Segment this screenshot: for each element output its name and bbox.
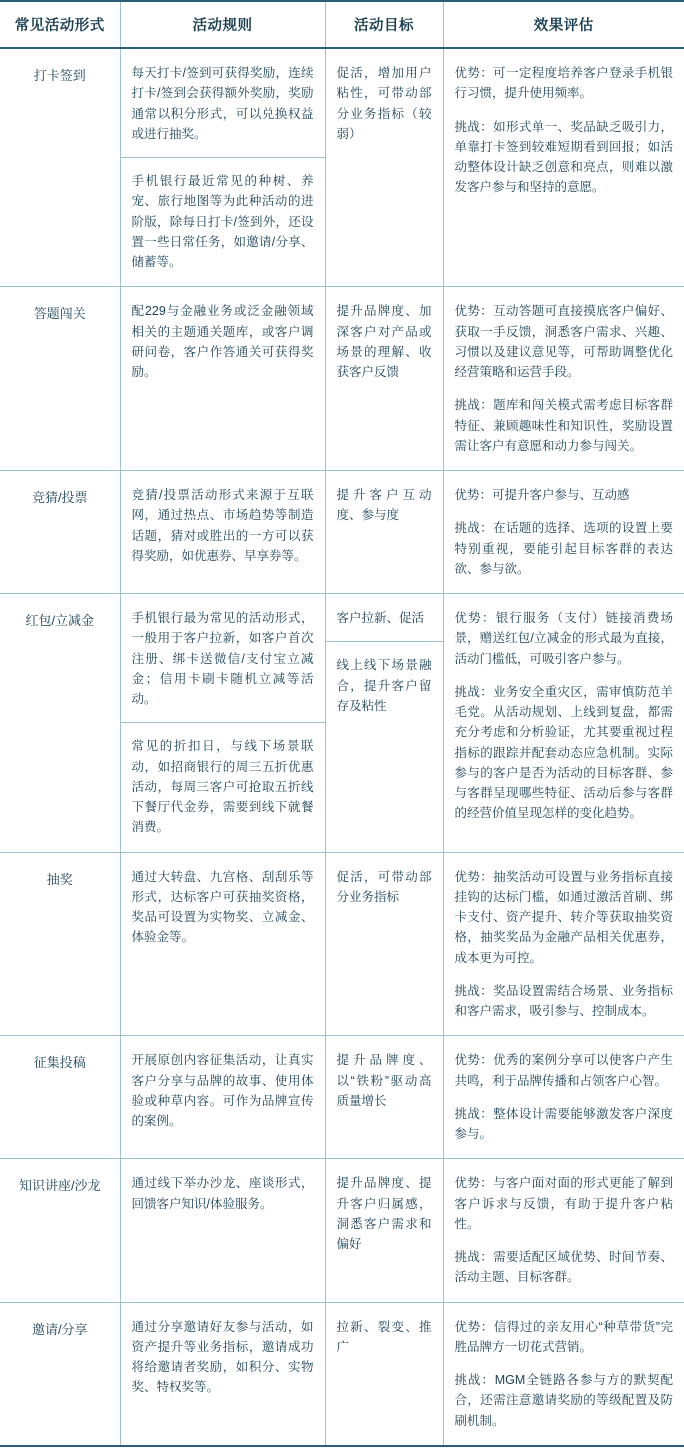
paragraph: 常见的折扣日，与线下场景联动，如招商银行的周三五折优惠活动，每周三客户可抢取五折线下餐厅代金券，需要到线下就餐消费。 bbox=[131, 739, 314, 835]
paragraph: 提升品牌度、加深客户对产品或场景的理解、收获客户反馈 bbox=[336, 304, 432, 379]
table-body bbox=[0, 48, 684, 1446]
paragraph: 挑战：MGM全链路各参与方的默契配合，还需注意邀请奖励的等级配置及防刷机制。 bbox=[454, 1373, 673, 1428]
paragraph: 拉新、裂变、推广 bbox=[336, 1319, 432, 1354]
activity-form-label: 打卡签到 bbox=[33, 68, 86, 83]
paragraph: 竞猜/投票活动形式来源于互联网，通过热点、市场趋势等制造话题，猜对或胜出的一方可以获得奖励，如优惠券、早享券等。 bbox=[131, 488, 314, 563]
cell-activity-goal bbox=[325, 471, 443, 594]
cell-activity-rules bbox=[120, 471, 325, 594]
cell-activity-form bbox=[0, 287, 120, 471]
cell-activity-form bbox=[0, 1302, 120, 1446]
paragraph: 优势：与客户面对面的形式更能了解到客户诉求与反馈，有助于提升客户粘性。 bbox=[454, 1176, 673, 1231]
paragraph: 优势：银行服务（支付）链接消费场景，赠送红包/立减金的形式最为直接，活动门槛低，可吸引客户参与。 bbox=[454, 611, 673, 666]
paragraph: 挑战：整体设计需要能够激发客户深度参与。 bbox=[454, 1106, 673, 1141]
paragraph: 提升品牌度、以“铁粉”驱动高质量增长 bbox=[336, 1053, 432, 1108]
table-header-row bbox=[0, 1, 684, 48]
column-header-form: 常见活动形式 bbox=[0, 1, 120, 48]
paragraph: 手机银行最为常见的活动形式，一般用于客户拉新，如客户首次注册、绑卡送微信/支付宝立减金；信用卡刷卡随机立减等活动。 bbox=[131, 611, 314, 706]
cell-sub-divider bbox=[121, 722, 325, 723]
paragraph: 促活，可带动部分业务指标 bbox=[336, 869, 432, 904]
paragraph: 挑战：奖品设置需结合场景、业务指标和客户需求，吸引参与、控制成本。 bbox=[454, 983, 673, 1018]
table-row bbox=[0, 1302, 684, 1446]
paragraph: 提升客户互动度、参与度 bbox=[336, 488, 432, 523]
table-row bbox=[0, 1159, 684, 1302]
cell-activity-goal bbox=[325, 1036, 443, 1159]
cell-effect-evaluation bbox=[443, 48, 684, 287]
paragraph: 优势：可提升客户参与、互动感 bbox=[454, 488, 630, 502]
paragraph: 手机银行最近常见的种树、养宠、旅行地图等为此种活动的进阶版，除每日打卡/签到外，还设置一些日常任务，如邀请/分享、储蓄等。 bbox=[131, 174, 314, 269]
cell-activity-goal bbox=[325, 48, 443, 287]
cell-effect-evaluation bbox=[443, 471, 684, 594]
activity-form-label: 邀请/分享 bbox=[31, 1321, 88, 1337]
paragraph: 客户拉新、促活 bbox=[336, 611, 425, 625]
cell-activity-rules bbox=[120, 852, 325, 1036]
cell-activity-goal bbox=[325, 1159, 443, 1302]
column-header-rules: 活动规则 bbox=[120, 1, 325, 48]
paragraph: 优势：优秀的案例分享可以使客户产生共鸣，利于品牌传播和占领客户心智。 bbox=[454, 1053, 673, 1088]
column-header-goal: 活动目标 bbox=[325, 1, 443, 48]
paragraph: 通过分享邀请好友参与活动，如资产提升等业务指标，邀请成功将给邀请者奖励，如积分、实物奖、特权奖等。 bbox=[131, 1319, 314, 1395]
table-row bbox=[0, 287, 684, 471]
cell-activity-form bbox=[0, 1159, 120, 1302]
table-row bbox=[0, 1036, 684, 1159]
cell-activity-form bbox=[0, 48, 120, 287]
cell-effect-evaluation bbox=[443, 287, 684, 471]
paragraph: 挑战：业务安全重灾区，需审慎防范羊毛党。从活动规划、上线到复盘，都需充分考虑和分析验证，尤其要重视过程指标的跟踪并配套动态应急机制。实际参与的客户是否为活动的目标客群、参与客群呈现哪些特征、活动后参与客群的经营价值呈现怎样的变化趋势。 bbox=[454, 684, 673, 821]
paragraph: 开展原创内容征集活动，让真实客户分享与品牌的故事、使用体验或种草内容。可作为品牌宣传的案例。 bbox=[131, 1053, 314, 1128]
cell-activity-rules bbox=[120, 1036, 325, 1159]
paragraph: 促活，增加用户粘性，可带动部分业务指标（较弱） bbox=[336, 66, 432, 141]
cell-effect-evaluation bbox=[443, 594, 684, 853]
paragraph: 优势：抽奖活动可设置与业务指标直接挂钩的达标门槛，如通过激活首刷、绑卡支付、资产提升、转介等获取抽奖资格，抽奖奖品为金融产品相关优惠券，成本更为可控。 bbox=[454, 869, 673, 965]
activity-form-label: 知识讲座/沙龙 bbox=[18, 1178, 101, 1194]
paragraph: 挑战：如形式单一、奖品缺乏吸引力，单靠打卡签到较难短期看到回报；如活动整体设计缺乏创意和亮点，则难以激发客户参与和坚持的意愿。 bbox=[454, 119, 673, 195]
cell-activity-form bbox=[0, 471, 120, 594]
activity-form-label: 竞猜/投票 bbox=[31, 490, 88, 505]
table-row bbox=[0, 471, 684, 594]
table-row bbox=[0, 594, 684, 853]
table-row bbox=[0, 852, 684, 1036]
paragraph: 优势：可一定程度培养客户登录手机银行习惯，提升使用频率。 bbox=[454, 66, 673, 101]
paragraph: 提升品牌度、提升客户归属感，洞悉客户需求和偏好 bbox=[336, 1176, 432, 1251]
activity-form-label: 征集投稿 bbox=[33, 1055, 86, 1071]
paragraph: 每天打卡/签到可获得奖励，连续打卡/签到会获得额外奖励，奖励通常以积分形式，可以兑换权益或进行抽奖。 bbox=[131, 66, 314, 141]
activity-form-label: 红包/立减金 bbox=[25, 613, 95, 628]
cell-activity-goal bbox=[325, 287, 443, 471]
paragraph: 通过线下举办沙龙、座谈形式，回馈客户知识/体验服务。 bbox=[131, 1176, 314, 1211]
paragraph: 挑战：需要适配区域优势、时间节奏、活动主题、目标客群。 bbox=[454, 1250, 673, 1285]
cell-activity-rules bbox=[120, 1159, 325, 1302]
paragraph: 通过大转盘、九宫格、刮刮乐等形式，达标客户可获抽奖资格，奖品可设置为实物奖、立减金、体验金等。 bbox=[131, 869, 314, 945]
activity-form-label: 答题闯关 bbox=[33, 306, 86, 322]
paragraph: 优势：信得过的亲友用心“种草带货”完胜品牌方一切花式营销。 bbox=[454, 1319, 673, 1354]
paragraph: 配229与金融业务或泛金融领域相关的主题通关题库，或客户调研问卷，客户作答通关可获得奖励。 bbox=[131, 304, 314, 379]
cell-activity-rules bbox=[120, 48, 325, 287]
cell-effect-evaluation bbox=[443, 1302, 684, 1446]
table-row bbox=[0, 48, 684, 287]
cell-sub-divider bbox=[326, 641, 443, 642]
cell-activity-form bbox=[0, 852, 120, 1036]
cell-effect-evaluation bbox=[443, 1159, 684, 1302]
cell-effect-evaluation bbox=[443, 852, 684, 1036]
paragraph: 优势：互动答题可直接摸底客户偏好、获取一手反馈，洞悉客户需求、兴趣、习惯以及建议意见等，可帮助调整优化经营策略和运营手段。 bbox=[454, 304, 673, 379]
cell-activity-form bbox=[0, 1036, 120, 1159]
paragraph: 线上线下场景融合，提升客户留存及粘性 bbox=[336, 658, 432, 713]
paragraph: 挑战：题库和闯关模式需考虑目标客群特征、兼顾趣味性和知识性，奖励设置需让客户有意愿和动力参与闯关。 bbox=[454, 398, 673, 453]
cell-sub-divider bbox=[121, 157, 325, 158]
cell-activity-rules bbox=[120, 287, 325, 471]
cell-activity-goal bbox=[325, 594, 443, 853]
cell-activity-rules bbox=[120, 1302, 325, 1446]
activity-form-label: 抽奖 bbox=[46, 871, 73, 887]
cell-activity-form bbox=[0, 594, 120, 853]
column-header-eval: 效果评估 bbox=[443, 1, 684, 48]
cell-effect-evaluation bbox=[443, 1036, 684, 1159]
cell-activity-rules bbox=[120, 594, 325, 853]
cell-activity-goal bbox=[325, 1302, 443, 1446]
table-header bbox=[0, 1, 684, 48]
paragraph: 挑战：在话题的选择、选项的设置上要特别重视，要能引起目标客群的表达欲、参与欲。 bbox=[454, 521, 673, 576]
cell-activity-goal bbox=[325, 852, 443, 1036]
